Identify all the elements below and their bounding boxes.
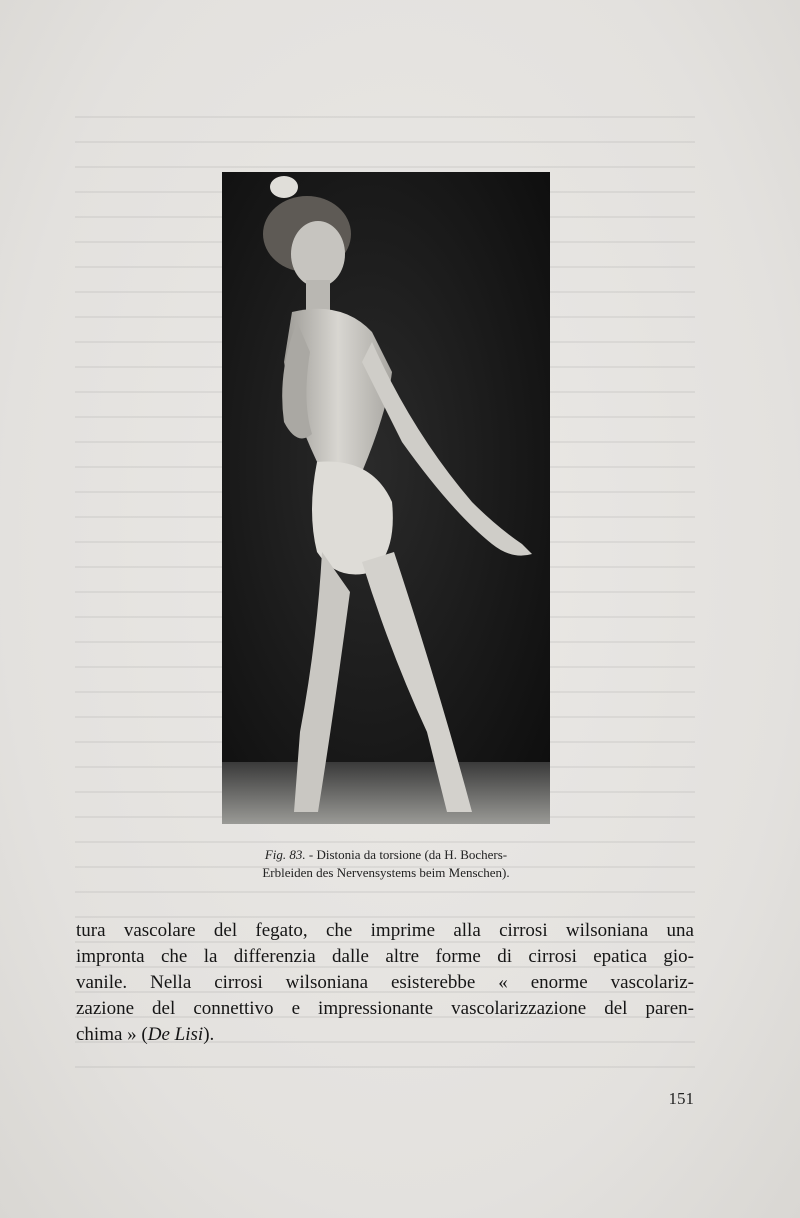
caption-line-2: Erbleiden des Nervensystems beim Menschen). [262, 865, 510, 880]
figure-label: Fig. 83. [264, 847, 306, 862]
author-citation: De Lisi [147, 1024, 204, 1045]
body-last-before: chima » ( [76, 1024, 148, 1045]
caption-line-1: - Distonia da torsione (da H. Bochers- [305, 847, 508, 862]
page-number: 151 [668, 1089, 694, 1108]
body-paragraph [76, 918, 694, 1048]
body-line: zazione del connettivo e impressionante vascolarizzazione del paren- [76, 998, 694, 1019]
body-line: impronta che la differenzia dalle altre forme di cirrosi epatica gio- [76, 946, 694, 967]
figure-caption [222, 846, 550, 882]
body-line: vanile. Nella cirrosi wilsoniana esisterebbe « enorme vascolariz- [76, 972, 694, 993]
body-line: tura vascolare del fegato, che imprime alla cirrosi wilsoniana una [76, 920, 694, 941]
body-last-after: ). [203, 1024, 215, 1045]
body-line-last [76, 1022, 694, 1048]
figure-photograph [222, 172, 550, 824]
